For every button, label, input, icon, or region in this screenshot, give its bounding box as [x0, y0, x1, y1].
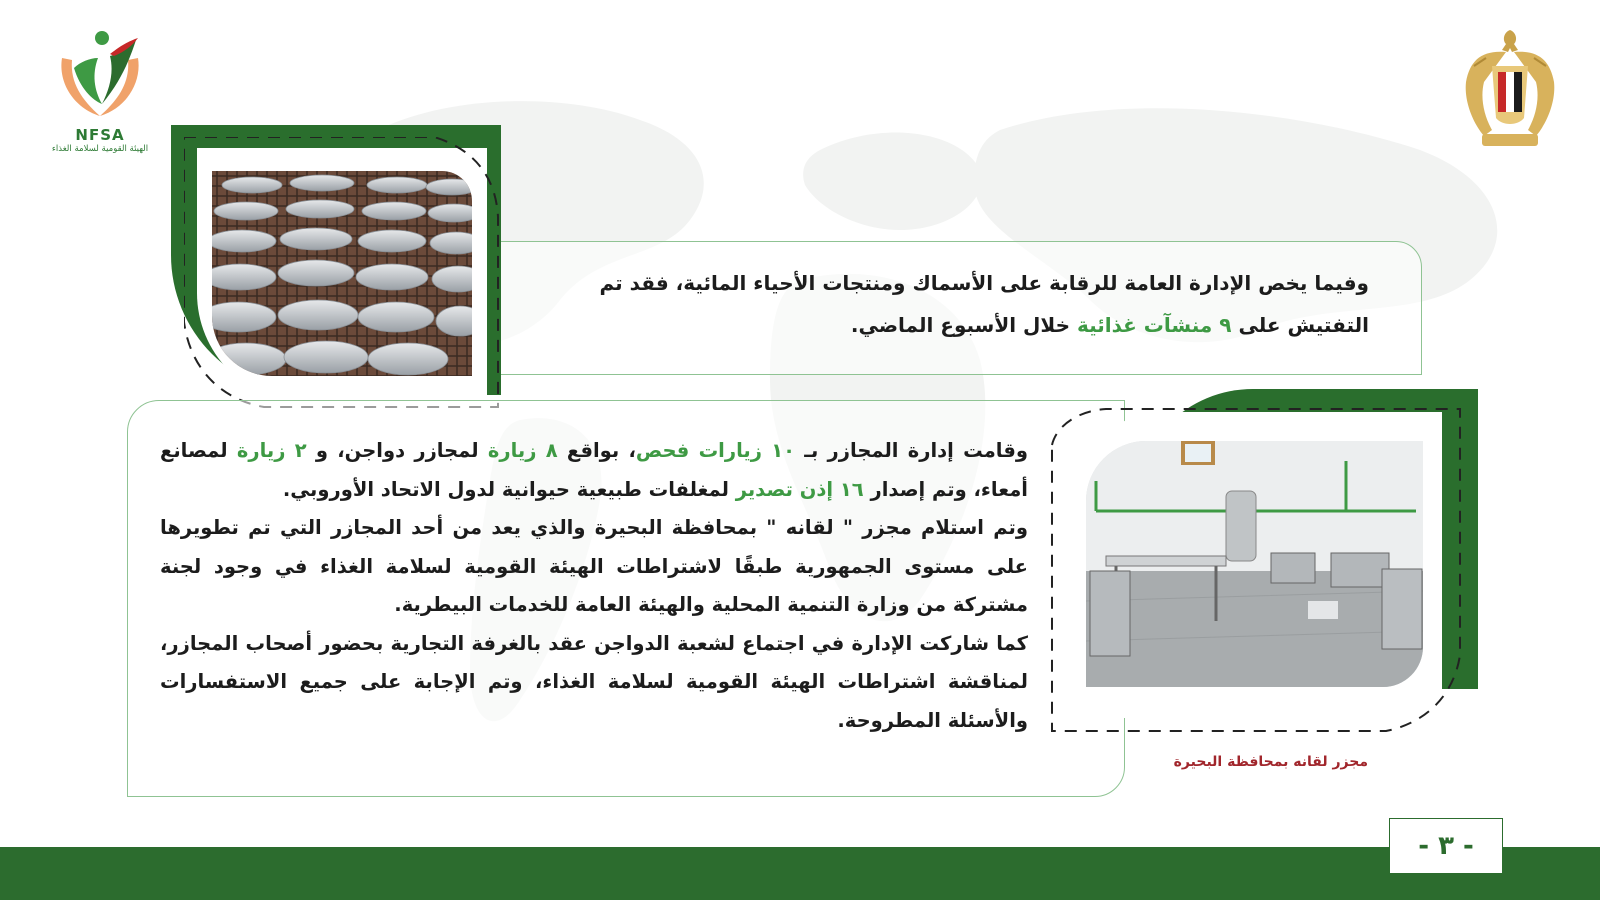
fish-inspection-text-end: خلال الأسبوع الماضي.: [850, 313, 1070, 337]
laqana-slaughterhouse-photo: [1086, 441, 1423, 687]
egypt-eagle-emblem-icon: [1462, 26, 1558, 154]
fish-on-crates-photo: [212, 171, 472, 376]
photo-caption: مجزر لقانه بمحافظة البحيرة: [1173, 754, 1368, 770]
slaughterhouse-paragraphs: [160, 432, 1028, 740]
nfsa-logo: [44, 28, 156, 160]
export-permits-count: ١٦ إذن تصدير: [735, 477, 864, 501]
fish-inspection-text-start: وفيما يخص الإدارة العامة للرقابة على الأسماك ومنتجات الأحياء المائية، فقد تم التفتيش على: [599, 271, 1369, 337]
visits-text-c: لمجازر دواجن، و: [315, 439, 479, 462]
visits-text-d: لمصانع أمعاء، وتم إصدار: [160, 439, 1028, 501]
nfsa-full-name: الهيئة القومية لسلامة الغذاء: [51, 144, 149, 154]
fish-photo-illustration: [212, 171, 472, 376]
inspection-visits-count: ١٠ زيارات فحص: [635, 439, 796, 462]
visits-text-e: لمغلفات طبيعية حيوانية لدول الاتحاد الأوروبي.: [282, 477, 729, 501]
visits-text-a: وقامت إدارة المجازر بـ: [804, 439, 1028, 462]
nfsa-hands-icon: [52, 28, 148, 120]
footer-bar: [0, 847, 1600, 900]
slaughterhouse-photo-illustration: [1086, 441, 1423, 687]
visits-text-b: ، بواقع: [566, 439, 636, 462]
poultry-meeting-paragraph: كما شاركت الإدارة في اجتماع لشعبة الدواجن عقد بالغرفة التجارية بحضور أصحاب المجازر، لمناقشة اشتراطات الهيئة القومية لسلامة الغذاء، وتم الإجابة على جميع الاستفسارات والأسئلة المطروحة.: [160, 631, 1028, 732]
fish-facilities-count: ٩ منشآت غذائية: [1076, 313, 1232, 337]
casing-visits-count: ٢ زيارة: [236, 439, 307, 462]
nfsa-abbreviation: NFSA: [75, 126, 125, 144]
slaughterhouse-visits-paragraph: [160, 432, 1028, 509]
page-number: - ٣ -: [1389, 818, 1503, 874]
fish-inspection-paragraph: [535, 262, 1369, 346]
poultry-visits-count: ٨ زيارة: [487, 439, 558, 462]
laqana-handover-paragraph: وتم استلام مجزر " لقانه " بمحافظة البحيرة والذي يعد من أحد المجازر التي تم تطويرها على مستوى الجمهورية طبقًا لاشتراطات الهيئة القومية لسلامة الغذاء في وجود لجنة مشتركة من وزارة التنمية المحلية والهيئة العامة للخدمات البيطرية.: [160, 516, 1028, 616]
